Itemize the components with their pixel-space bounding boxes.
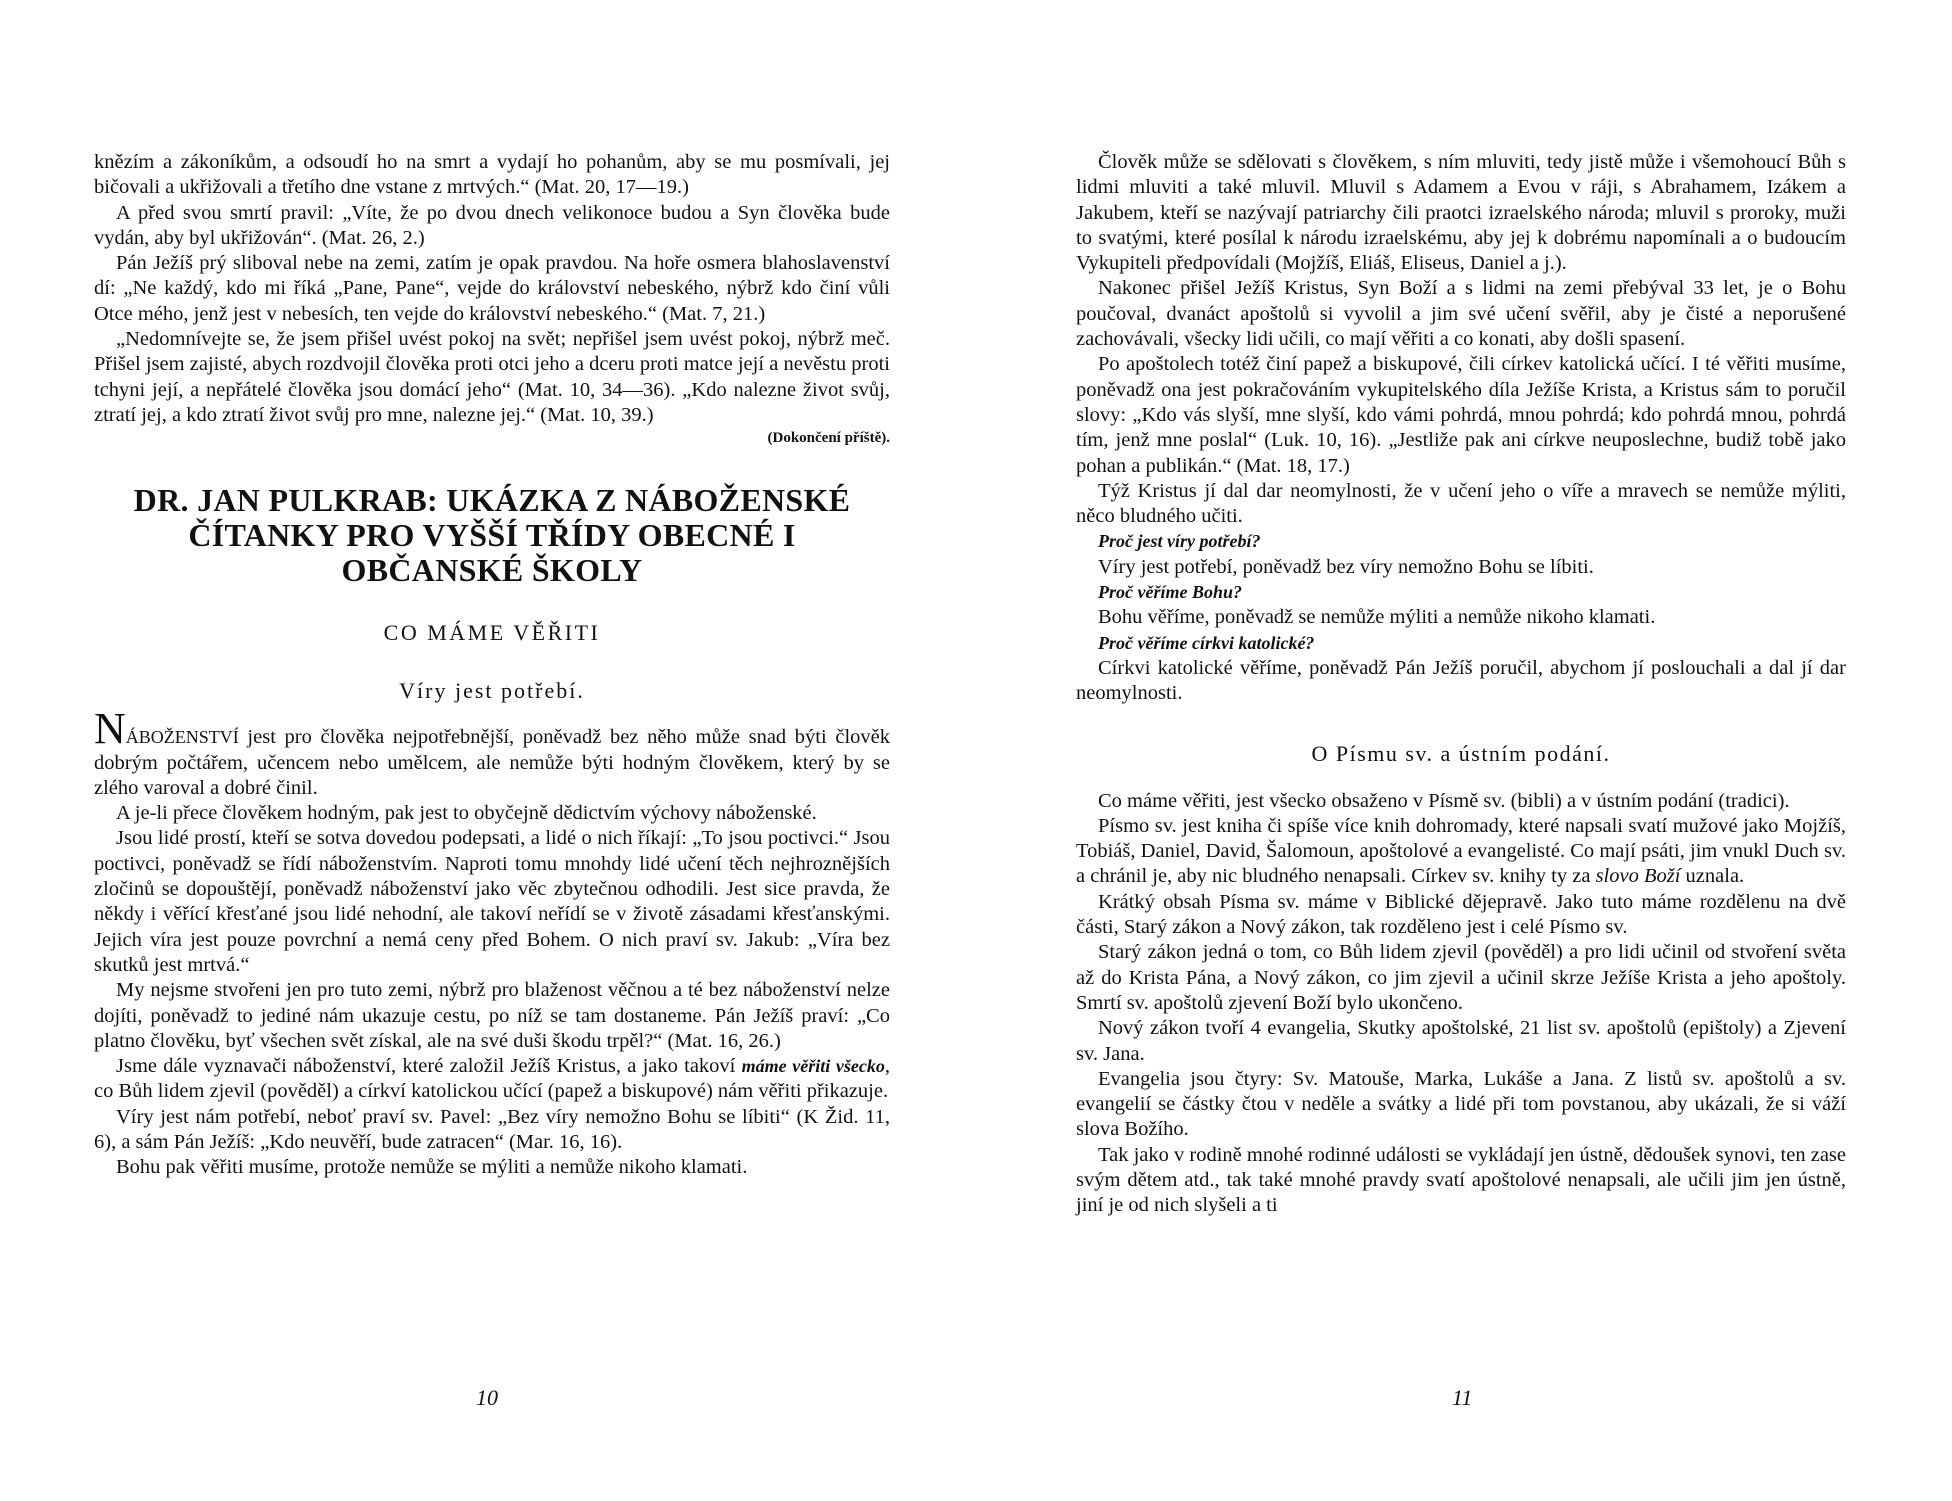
paragraph xyxy=(1076,814,1846,890)
paragraph: Co máme věřiti, jest všecko obsaženo v Písmě sv. (bibli) a v ústním podání (tradici). xyxy=(1098,789,1790,812)
right-page xyxy=(976,0,1952,1501)
sub-title: Víry jest potřebí. xyxy=(399,678,585,704)
paragraph: „Nedomnívejte se, že jsem přišel uvést pokoj na svět; nepřišel jsem uvést pokoj, nýbrž meč. Přišel jsem zajisté, abych rozdvojil člověka proti otci jeho a dceru proti matce její a nevěstu proti tchyni její, a nepřátelé člověka jsou domácí jeho“ (Mat. 10, 34—36). „Kdo nalezne život svůj, ztratí jej, a kdo ztratí život svůj pro mne, nalezne jej.“ (Mat. 10, 39.) xyxy=(94,328,890,426)
article-title: DR. JAN PULKRAB: UKÁZKA Z NÁBOŽENSKÉ ČÍTANKY PRO VYŠŠÍ TŘÍDY OBECNÉ I OBČANSKÉ ŠKOLY xyxy=(133,482,851,589)
drop-cap: N xyxy=(94,704,126,754)
question xyxy=(1076,631,1846,656)
question-text: Proč jest víry potřebí? xyxy=(1098,531,1261,552)
section-title: CO MÁME VĚŘITI xyxy=(383,620,601,646)
left-column xyxy=(94,150,890,1181)
right-column xyxy=(1076,150,1846,1219)
paragraph: Pán Ježíš prý sliboval nebe na zemi, zatím je opak pravdou. Na hoře osmera blahoslavenství dí: „Ne každý, kdo mi říká „Pane, Pane“, vejde do království nebeského, nýbrž kdo činí vůli Otce mého, jenž jest v nebesích, ten vejde do království nebeského.“ (Mat. 7, 21.) xyxy=(94,252,890,325)
page-number: 11 xyxy=(1452,1385,1473,1410)
paragraph-text: Písmo sv. jest kniha či spíše více knih dohromady, které napsali svatí mužové jako Mojžíš, Tobiáš, Daniel, David, Šalomoun, apoštolové a evangelisté. Co mají psáti, jim vnukl Duch sv. a chránil je, aby nic bludného nenapsali. Církev sv. knihy ty za xyxy=(1076,814,1846,888)
small-caps-word: ÁBOŽENSTVÍ xyxy=(125,727,239,748)
answer: Bohu věříme, poněvadž se nemůže mýliti a nemůže nikoho klamati. xyxy=(1098,606,1656,629)
question xyxy=(1076,580,1846,605)
paragraph: Bohu pak věřiti musíme, protože nemůže se mýliti a nemůže nikoho klamati. xyxy=(116,1156,748,1179)
paragraph: A před svou smrtí pravil: „Víte, že po dvou dnech velikonoce budou a Syn člověka bude vydán, aby byl ukřižován“. (Mat. 26, 2.) xyxy=(94,201,890,249)
paragraph: My nejsme stvořeni jen pro tuto zemi, nýbrž pro blaženost věčnou a té bez náboženství nelze dojíti, poněvadž to jediné nám ukazuje cestu, po níž se tam dostaneme. Pán Ježíš praví: „Co platno člověku, byť všechen svět získal, ale na své duši škodu trpěl?“ (Mat. 16, 26.) xyxy=(94,979,890,1052)
section-title: O Písmu sv. a ústním podání. xyxy=(1311,740,1611,766)
paragraph: Krátký obsah Písma sv. máme v Biblické dějepravě. Jako tuto máme rozdělenu na dvě části, Starý zákon a Nový zákon, tak rozděleno jest i celé Písmo sv. xyxy=(1076,890,1846,939)
question-text: Proč věříme Bohu? xyxy=(1098,582,1242,603)
first-paragraph xyxy=(94,704,890,801)
continued-note: (Dokončení příště). xyxy=(767,430,890,447)
paragraph xyxy=(94,1054,890,1105)
paragraph: Tak jako v rodině mnohé rodinné události se vykládají jen ústně, dědoušek synovi, ten zase svým dětem atd., tak také mnohé pravdy svatí apoštolové nenapsali, ale učili jim jen ústně, jiní je od nich slyšeli a ti xyxy=(1076,1143,1846,1217)
question-text: Proč věříme církvi katolické? xyxy=(1098,632,1315,653)
paragraph: Nakonec přišel Ježíš Kristus, Syn Boží a s lidmi na zemi přebýval 33 let, je o Bohu poučoval, dvanáct apoštolů si vyvolil a jim své učení svěřil, aby je čisté a neporušené zachovávali, všecky lidi učili, co mají věřiti a co konati, aby došli spasení. xyxy=(1076,277,1846,351)
paragraph: Starý zákon jedná o tom, co Bůh lidem zjevil (pověděl) a pro lidi učinil od stvoření světa až do Krista Pána, a Nový zákon, co jim zjevil a učinil skrze Ježíše Krista a jeho apoštoly. Smrtí sv. apoštolů zjevení Boží bylo ukončeno. xyxy=(1076,941,1846,1014)
paragraph-text: uznala. xyxy=(1680,865,1745,888)
paragraph: Člověk může se sdělovati s člověkem, s ním mluviti, tedy jistě může i všemohoucí Bůh s lidmi mluviti a také mluvil. Mluvil s Adamem a Evou v ráji, s Abrahamem, Izákem a Jakubem, kteří se nazývají patriarchy čili praotci izraelského národa; mluvil s proroky, muži to svatými, které posílal k národu izraelskému, aby jej k dobrému napomínali a o budoucím Vykupiteli předpovídali (Mojžíš, Eliáš, Eliseus, Daniel a j.). xyxy=(1076,151,1846,275)
page-number: 10 xyxy=(476,1385,498,1410)
emphasis: slovo Boží xyxy=(1595,865,1681,888)
paragraph-text: , co Bůh lidem zjevil (pověděl) a církví katolickou učící (papež a biskupové) nám věřiti přikazuje. xyxy=(94,1055,890,1103)
emphasis: máme věřiti všecko xyxy=(741,1056,885,1077)
paragraph: Víry jest nám potřebí, neboť praví sv. Pavel: „Bez víry nemožno Bohu se líbiti“ (K Žid. 11, 6), a sám Pán Ježíš: „Kdo neuvěří, bude zatracen“ (Mar. 16, 16). xyxy=(94,1105,890,1154)
question xyxy=(1076,529,1846,554)
paragraph: Evangelia jsou čtyry: Sv. Matouše, Marka, Lukáše a Jana. Z listů sv. apoštolů a sv. evangelií se částky čtou v neděle a svátky a lidé při tom povstanou, aby ukázali, že si váží slova Božího. xyxy=(1076,1067,1846,1141)
paragraph: knězím a zákoníkům, a odsoudí ho na smrt a vydají ho pohanům, aby se mu posmívali, jej bičovali a ukřižovali a třetího dne vstane z mrtvých.“ (Mat. 20, 17—19.) xyxy=(94,151,890,199)
paragraph-text: jest pro člověka nejpotřebnější, poněvadž bez něho může snad býti člověk dobrým počtářem, učencem nebo umělcem, ale nemůže býti hodným člověkem, který by se zlého varoval a dobré činil. xyxy=(94,726,890,799)
paragraph: A je-li přece člověkem hodným, pak jest to obyčejně dědictvím výchovy náboženské. xyxy=(116,802,817,825)
paragraph: Po apoštolech totéž činí papež a biskupové, čili církev katolická učící. I té věřiti musíme, poněvadž ona jest pokračováním vykupitelského díla Ježíše Krista, a Kristus sám to poručil slovy: „Kdo vás slyší, mne slyší, kdo vámi pohrdá, mnou pohrdá; kdo pohrdá mnou, pohrdá tím, jenž mne poslal“ (Luk. 10, 16). „Jestliže pak ani církve neuposlechne, budiž tobě jako pohan a publikán.“ (Mat. 18, 17.) xyxy=(1076,353,1846,477)
answer: Církvi katolické věříme, poněvadž Pán Ježíš poručil, abychom jí poslouchali a dal jí dar neomylnosti. xyxy=(1076,656,1846,705)
paragraph: Nový zákon tvoří 4 evangelia, Skutky apoštolské, 21 list sv. apoštolů (epištoly) a Zjevení sv. Jana. xyxy=(1076,1017,1846,1065)
paragraph: Týž Kristus jí dal dar neomylnosti, že v učení jeho o víře a mravech se nemůže mýliti, něco bludného učiti. xyxy=(1076,479,1846,528)
paragraph: Jsou lidé prostí, kteří se sotva dovedou podepsati, a lidé o nich říkají: „To jsou poctivci.“ Jsou poctivci, poněvadž se řídí náboženstvím. Naproti tomu mnohdy lidé učení těch nejhroznějších zločinů se dopouštějí, poněvadž náboženství jako věc zbytečnou odhodili. Jest sice pravda, že někdy i věřící křesťané jsou lidé nehodní, ale takoví neřídí se v životě zásadami křesťanskými. Jejich víra jest pouze povrchní a nemá ceny před Bohem. O nich praví sv. Jakub: „Víra bez skutků jest mrtvá.“ xyxy=(94,827,890,976)
paragraph-text: Jsme dále vyznavači náboženství, které založil Ježíš Kristus, a jako takoví xyxy=(116,1055,742,1078)
answer: Víry jest potřebí, poněvadž bez víry nemožno Bohu se líbiti. xyxy=(1098,555,1594,578)
